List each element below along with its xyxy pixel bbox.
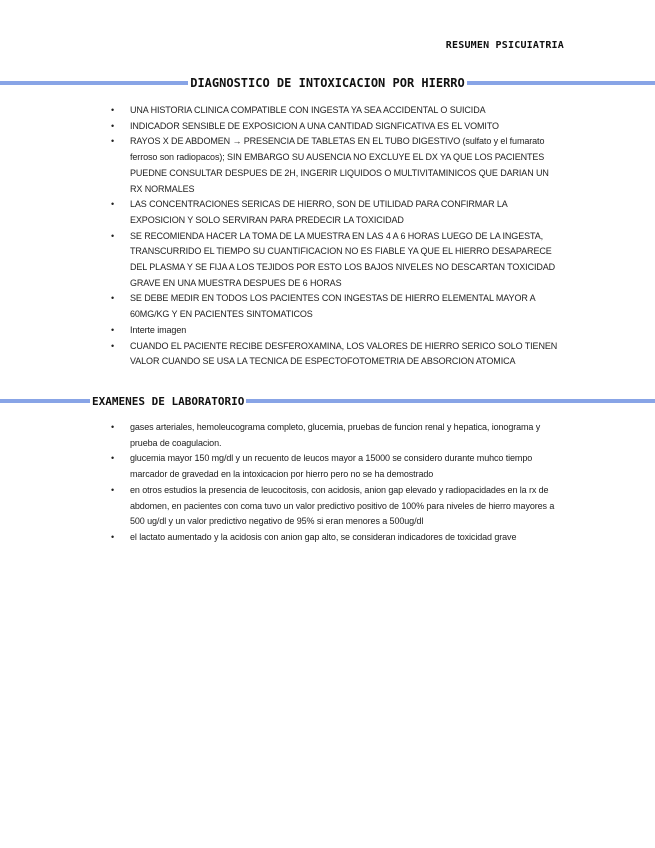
header-label: RESUMEN PSICUIATRIA: [445, 40, 564, 51]
list-item: [110, 483, 560, 530]
bullet-icon: •: [111, 324, 115, 335]
bullet-icon: •: [111, 293, 115, 304]
bullet-icon: •: [111, 453, 115, 464]
list-item-text: en otros estudios la presencia de leucocitosis, con acidosis, anion gap elevado y radiopacidades en la rx de abdomen, en pacientes con coma tuvo un valor predictivo positivo de 100% para niveles de hierro mayores a 500 ug/dl y un valor predictivo negativo de 95% si eran menores a 500ug/dl: [130, 484, 555, 527]
list-item: [110, 339, 560, 370]
list-item-text: SE RECOMIENDA HACER LA TOMA DE LA MUESTRA EN LAS 4 A 6 HORAS LUEGO DE LA INGESTA, TRANSCURRIDO EL TIEMPO SU CUANTIFICACION NO ES FIABLE YA QUE EL HIERRO DESAPARECE DEL PLASMA Y SE FIJA A LOS TEJIDOS POR ESTO LOS BAJOS NIVELES NO DESCARTAN TOXICIDAD GRAVE EN UNA MUESTRA DESPUES DE 6 HORAS: [130, 230, 556, 288]
section1-title-text: DIAGNOSTICO DE INTOXICACION POR HIERRO: [190, 76, 465, 90]
section1-title: [0, 76, 655, 90]
list-item-text: glucemia mayor 150 mg/dl y un recuento de leucos mayor a 15000 se considero durante muhco tiempo marcador de gravedad en la intoxicacion por hierro pero no se ha demostrado: [130, 453, 533, 480]
list-item-text: CUANDO EL PACIENTE RECIBE DESFEROXAMINA, LOS VALORES DE HIERRO SERICO SOLO TIENEN VALOR CUANDO SE USA LA TECNICA DE ESPECTOFOTOMETRIA DE ABSORCION ATOMICA: [130, 340, 558, 367]
bullet-icon: •: [111, 531, 115, 542]
list-item-text: INDICADOR SENSIBLE DE EXPOSICION A UNA CANTIDAD SIGNFICATIVA ES EL VOMITO: [130, 120, 499, 131]
list-item-text: RAYOS X DE ABDOMEN → PRESENCIA DE TABLETAS EN EL TUBO DIGESTIVO (sulfato y el fumarato ferroso son radiopacos); SIN EMBARGO SU AUSENCIA NO EXCLUYE EL DX YA QUE LOS PACIENTES PUEDNE CONSULTAR DESPUES DE 2H, INGERIR LIQUIDOS O MULTIVITAMINICOS QUE DARIAN UN RX NORMALES: [130, 136, 549, 194]
bullet-icon: •: [111, 199, 115, 210]
list-item: [110, 323, 560, 339]
list-item-text: Interte imagen: [130, 324, 187, 335]
bullet-icon: •: [111, 230, 115, 241]
section1-list: [110, 103, 560, 370]
list-item: [110, 451, 560, 482]
list-item: [110, 420, 560, 451]
bullet-icon: •: [111, 120, 115, 131]
list-item: [110, 103, 560, 119]
list-item: [110, 291, 560, 322]
list-item-text: UNA HISTORIA CLINICA COMPATIBLE CON INGESTA YA SEA ACCIDENTAL O SUICIDA: [130, 105, 486, 115]
list-item-text: gases arteriales, hemoleucograma completo, glucemia, pruebas de funcion renal y hepatica, ionograma y prueba de coagulacion.: [130, 422, 541, 448]
bullet-icon: •: [111, 422, 115, 432]
section2-title-text: EXAMENES DE LABORATORIO: [92, 395, 245, 408]
bullet-icon: •: [111, 340, 115, 351]
list-item-text: SE DEBE MEDIR EN TODOS LOS PACIENTES CON INGESTAS DE HIERRO ELEMENTAL MAYOR A 60MG/KG Y EN PACIENTES SINTOMATICOS: [130, 293, 536, 320]
list-item: [110, 229, 560, 292]
section2-list: [110, 420, 560, 546]
list-item: [110, 134, 560, 197]
list-item-text: LAS CONCENTRACIONES SERICAS DE HIERRO, SON DE UTILIDAD PARA CONFIRMAR LA EXPOSICION Y SOLO SERVIRAN PARA PREDECIR LA TOXICIDAD: [130, 199, 508, 225]
list-item: [110, 119, 560, 135]
list-item: [110, 197, 560, 228]
list-item-text: el lactato aumentado y la acidosis con anion gap alto, se consideran indicadores de toxicidad grave: [130, 531, 517, 542]
section2-title: [90, 395, 246, 408]
bullet-icon: •: [111, 105, 115, 115]
bullet-icon: •: [111, 484, 115, 495]
list-item: [110, 530, 560, 546]
bullet-icon: •: [111, 136, 115, 147]
